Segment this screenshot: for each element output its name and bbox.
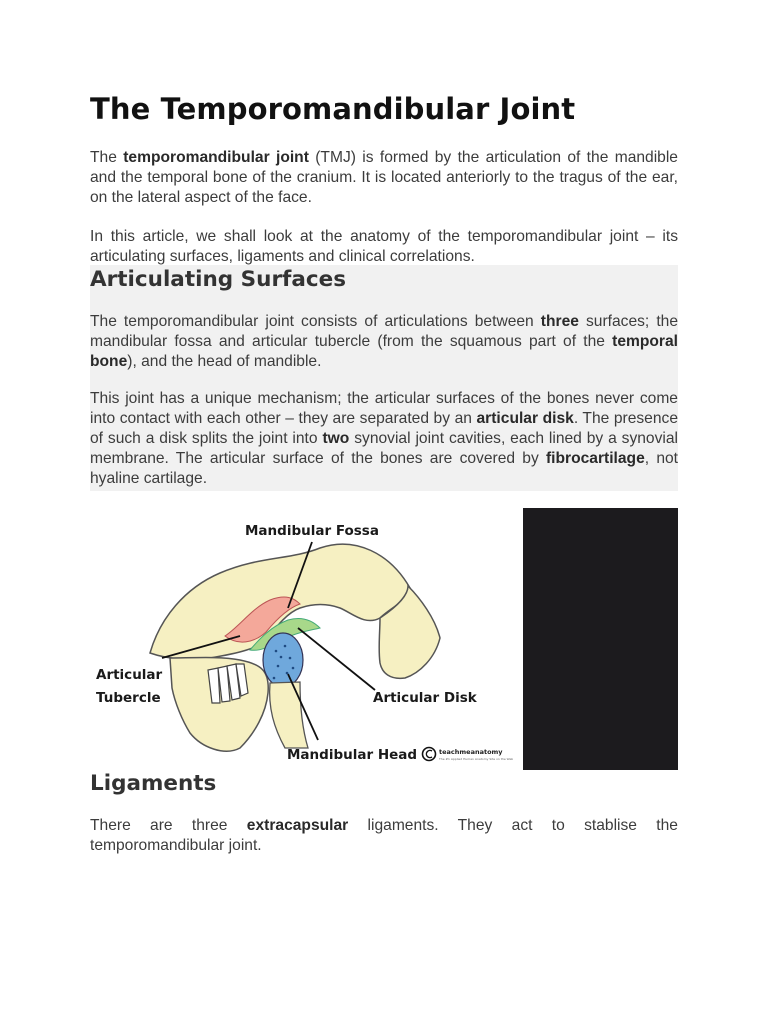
bold-term: articular disk <box>476 410 574 427</box>
intro-paragraph-2: In this article, we shall look at the anatomy of the temporomandibular joint – its articulating surfaces, ligaments and clinical correlations. <box>90 228 678 265</box>
ligaments-paragraph: There are three extracapsular ligaments. They act to stablise the temporomandibular joint. <box>90 817 678 854</box>
logo-text: teachmeanatomy <box>439 748 503 756</box>
label-mandibular-fossa: Mandibular Fossa <box>245 523 379 539</box>
bold-term: extracapsular <box>246 817 349 834</box>
condyle-shape <box>263 633 303 687</box>
bold-term: fibrocartilage <box>545 450 645 467</box>
intro-paragraph: The temporomandibular joint (TMJ) is formed by the articulation of the mandible and the temporal bone of the cranium. It is located anteriorly to the tragus of the ear, on the lateral aspect of the face. <box>90 149 678 206</box>
ligaments-heading: Ligaments <box>90 771 217 796</box>
label-articular-tubercle-2: Tubercle <box>96 690 161 706</box>
articulating-paragraph-1: The temporomandibular joint consists of articulations between three surfaces; the mandibular fossa and articular tubercle (from the squamous part of the temporal bone), and the head of mandible. <box>90 313 679 370</box>
tmj-diagram-svg <box>90 508 518 770</box>
copyright-icon <box>423 748 436 761</box>
articulating-surfaces-heading: Articulating Surfaces <box>90 267 347 292</box>
label-mandibular-head: Mandibular Head <box>287 747 418 763</box>
condylar-neck <box>270 682 308 748</box>
label-articular-tubercle-1: Articular <box>96 667 163 683</box>
label-articular-disk: Articular Disk <box>373 690 477 706</box>
bold-term: temporomandibular joint <box>123 149 309 166</box>
bold-term: two <box>322 430 350 447</box>
dark-image-panel <box>523 508 678 770</box>
tmj-diagram <box>90 508 518 770</box>
bold-term: temporal bone <box>90 333 678 370</box>
logo-tagline: The #1 Applied Human Anatomy Site on the Web <box>439 757 514 761</box>
articulating-paragraph-2: This joint has a unique mechanism; the articular surfaces of the bones never come into contact with each other – they are separated by an articular disk. The presence of such a disk splits the joint into two synovial joint cavities, each lined by a synovial membrane. The articular surface of the bones are covered by fibrocartilage, not hyaline cartilage. <box>90 390 679 487</box>
page-title: The Temporomandibular Joint <box>90 92 576 126</box>
bold-term: three <box>540 313 579 330</box>
